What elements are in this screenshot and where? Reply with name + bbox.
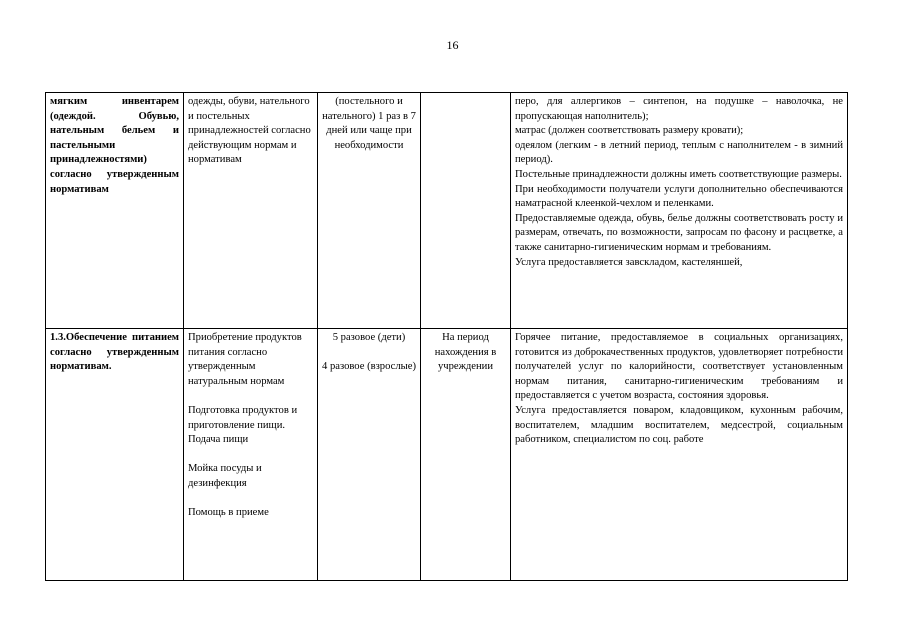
term-cell xyxy=(421,329,511,581)
table-row xyxy=(46,93,848,329)
cell-paragraph: одежды, обуви, нательного и постельных принадлежностей согласно действующим нормам и нормативам xyxy=(188,96,311,166)
cell-paragraph: Подача пищи xyxy=(188,434,249,446)
quality-description-cell xyxy=(511,329,848,581)
cell-paragraph: одеялом (легким - в летний период, теплым с наполнителем - в зимний период). xyxy=(515,139,843,166)
quality-description-cell xyxy=(511,93,848,329)
service-name-cell: 1.3.Обеспечение питанием согласно утвержденным нормативам. xyxy=(46,329,184,581)
service-content-cell xyxy=(184,93,318,329)
cell-paragraph: Подготовка продуктов и приготовление пищи. xyxy=(188,404,298,431)
cell-paragraph: (постельного и нательного) 1 раз в 7 дней или чаще при необходимости xyxy=(322,96,416,151)
cell-paragraph: 5 разовое (дети) xyxy=(332,332,406,343)
cell-paragraph: 4 разовое (взрослые) xyxy=(322,361,416,373)
frequency-cell xyxy=(318,93,421,329)
cell-paragraph: Мойка посуды и дезинфекция xyxy=(188,463,262,489)
cell-paragraph: Услуга предоставляется поваром, кладовщиком, кухонным рабочим, воспитателем, младшим воспитателем, медсестрой, социальным работником, специалистом по соц. работе xyxy=(515,404,843,446)
frequency-cell xyxy=(318,329,421,581)
cell-paragraph: Постельные принадлежности должны иметь соответствующие размеры. xyxy=(515,168,842,180)
cell-paragraph: На период нахождения в учреждении xyxy=(434,332,497,373)
service-name-cell: мягким инвентарем (одеждой. Обувью, нательным бельем и пастельными принадлежностями) согласно утвержденным нормативам xyxy=(46,93,184,329)
cell-paragraph: матрас (должен соответствовать размеру кровати); xyxy=(515,125,744,137)
cell-paragraph: Предоставляемые одежда, обувь, белье должны соответствовать росту и размерам, отвечать, по возможности, запросам по фасону и расцветке, а также санитарно-гигиеническим нормам и требованиям. xyxy=(515,212,843,253)
term-cell xyxy=(421,93,511,329)
service-content-cell xyxy=(184,329,318,581)
services-table xyxy=(45,92,848,581)
cell-paragraph: Услуга предоставляется завскладом, кастеляншей, xyxy=(515,256,743,268)
table-row xyxy=(46,329,848,581)
cell-paragraph: Приобретение продуктов питания согласно утвержденным натуральным нормам xyxy=(188,332,302,387)
cell-paragraph: Горячее питание, предоставляемое в социальных организациях, готовится из доброкачественных продуктов, удовлетворяет потребности получателей услуг по калорийности, соответствует установленным нормам питания, санитарно-гигиеническим требованиям и предоставляется с учетом возраста, состояния здоровья. xyxy=(515,332,843,402)
cell-paragraph: Помощь в приеме xyxy=(188,507,269,519)
page-number: 16 xyxy=(446,38,459,52)
cell-paragraph: При необходимости получатели услуги дополнительно обеспечиваются наматрасной клеенкой-чехлом и пеленками. xyxy=(515,183,843,210)
cell-paragraph: перо, для аллергиков – синтепон, на подушке – наволочка, не пропускающая наполнитель); xyxy=(515,96,843,122)
